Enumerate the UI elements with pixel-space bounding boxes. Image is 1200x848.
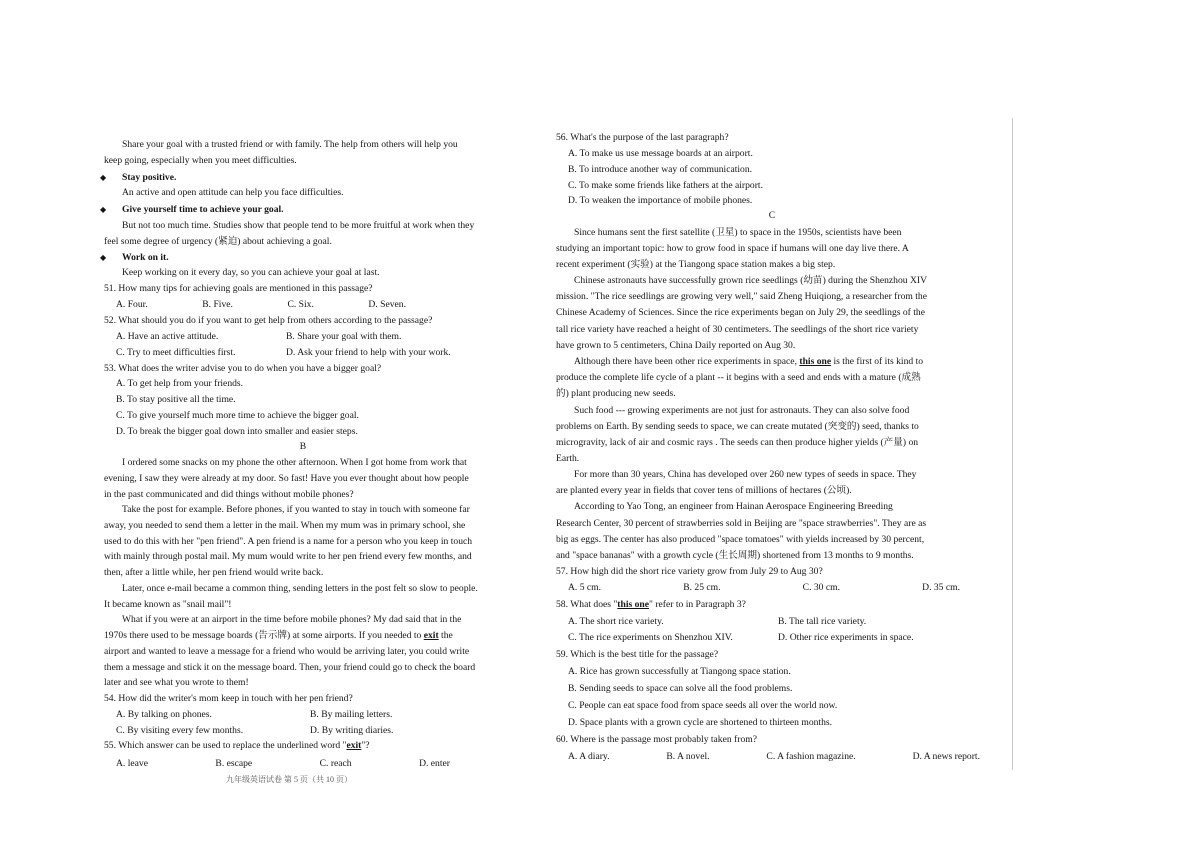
passage-line: Chinese Academy of Sciences. Since the rice experiments began on July 29, the seedlings of the (556, 307, 925, 318)
option[interactable]: B. Sending seeds to space can solve all the food problems. (568, 683, 793, 694)
passage-line: are planted every year in fields that cover tens of millions of hectares (公顷). (556, 485, 852, 496)
option[interactable]: B. To introduce another way of communication. (568, 164, 753, 175)
option[interactable]: A. To get help from your friends. (116, 378, 244, 389)
option[interactable]: C. A fashion magazine. (766, 751, 856, 762)
option[interactable]: C. Try to meet difficulties first. (116, 347, 236, 358)
option[interactable]: D. Ask your friend to help with your work. (286, 347, 451, 358)
option[interactable]: A. By talking on phones. (116, 709, 212, 720)
passage-line: What if you were at an airport in the time before mobile phones? My dad said that in the (122, 614, 462, 625)
section-label: B (299, 441, 307, 452)
option[interactable]: D. Seven. (368, 299, 406, 310)
section-label: C (768, 210, 776, 221)
option[interactable]: B. To stay positive all the time. (116, 394, 236, 405)
passage-line: Although there have been other rice experiments in space, this one is the first of its kind to (574, 356, 924, 367)
option[interactable]: A. Have an active attitude. (116, 331, 219, 342)
option[interactable]: A. To make us use message boards at an airport. (568, 148, 753, 159)
option[interactable]: D. Space plants with a grown cycle are shortened to thirteen months. (568, 717, 833, 728)
option[interactable]: D. By writing diaries. (310, 725, 394, 736)
option-row (116, 297, 416, 313)
option[interactable]: D. 35 cm. (922, 582, 960, 593)
option[interactable]: C. To make some friends like fathers at the airport. (568, 180, 763, 191)
option[interactable]: C. By visiting every few months. (116, 725, 244, 736)
passage-line: evening, I saw they were already at my door. So fast! Have you ever thought about how people (104, 473, 469, 484)
question-stem: 56. What's the purpose of the last paragraph? (556, 132, 729, 143)
passage-line: 1970s there used to be message boards (告示牌) at some airports. If you needed to exit the (104, 630, 453, 641)
passage-line: microgravity, lack of air and cosmic rays . The seeds can then produce higher yields (产量) on (556, 437, 919, 448)
tip-heading: Stay positive. (122, 172, 177, 183)
passage-line: in the past communicated and did things without mobile phones? (104, 489, 354, 500)
option[interactable]: A. The short rice variety. (568, 616, 664, 627)
option[interactable]: C. People can eat space food from space seeds all over the world now. (568, 700, 838, 711)
question-stem: 53. What does the writer advise you to do when you have a bigger goal? (104, 363, 382, 374)
question-stem: 51. How many tips for achieving goals are mentioned in this passage? (104, 283, 373, 294)
option[interactable]: D. enter (419, 758, 450, 769)
passage-line: Research Center, 30 percent of strawberries sold in Beijing are "space strawberries". They are as (556, 518, 927, 529)
passage-line: with mainly through postal mail. My mum would write to her pen friend every few months, and (104, 551, 472, 562)
underlined-word: exit (346, 740, 362, 751)
passage-line: For more than 30 years, China has developed over 260 new types of seeds in space. They (574, 469, 917, 480)
passage-line: Take the post for example. Before phones, if you wanted to stay in touch with someone far (122, 504, 470, 515)
tip-heading: Work on it. (122, 252, 169, 263)
passage-line: Earth. (556, 453, 580, 464)
option[interactable]: B. 25 cm. (683, 582, 721, 593)
option[interactable]: A. 5 cm. (568, 582, 602, 593)
page-footer: 九年级英语试卷 第 5 页（共 10 页） (226, 775, 352, 784)
bullet-icon: ◆ (100, 205, 107, 214)
passage-line: I ordered some snacks on my phone the other afternoon. When I got home from work that (122, 457, 467, 468)
option-row (568, 580, 968, 596)
passage-line: 的) plant producing new seeds. (556, 388, 676, 399)
passage-line: tall rice variety have reached a height of 30 centimeters. The seedlings of the short rice variety (556, 324, 919, 335)
question-stem: 58. What does "this one" refer to in Paragraph 3? (556, 599, 746, 610)
underlined-word: exit (423, 630, 439, 641)
bullet-icon: ◆ (100, 253, 107, 262)
option[interactable]: A. A diary. (568, 751, 610, 762)
underlined-phrase: this one (617, 599, 650, 610)
question-stem: 57. How high did the short rice variety grow from July 29 to Aug 30? (556, 566, 823, 577)
option[interactable]: C. 30 cm. (802, 582, 840, 593)
passage-line: and "space bananas" with a growth cycle (生长周期) shortened from 13 months to 9 months. (556, 550, 914, 561)
passage-line: mission. "The rice seedlings are growing very well," said Zheng Huiqiong, a researcher from the (556, 291, 927, 302)
passage-line: studying an important topic: how to grow food in space if humans will one day live there. A (556, 243, 909, 254)
passage-line: have grown to 5 centimeters, China Daily reported on Aug 30. (556, 340, 796, 351)
scan-edge-line (1012, 118, 1013, 770)
option[interactable]: B. Share your goal with them. (286, 331, 402, 342)
question-stem: 54. How did the writer's mom keep in touch with her pen friend? (104, 693, 353, 704)
option[interactable]: D. To weaken the importance of mobile phones. (568, 195, 753, 206)
option[interactable]: A. Four. (116, 299, 148, 310)
passage-line: airport and wanted to leave a message for a friend who would be arriving later, you could write (104, 646, 470, 657)
question-stem: 60. Where is the passage most probably taken from? (556, 734, 757, 745)
option[interactable]: B. The tall rice variety. (778, 616, 867, 627)
underlined-phrase: this one (799, 356, 832, 367)
tip-body: feel some degree of urgency (紧迫) about achieving a goal. (104, 236, 332, 247)
passage-line: Since humans sent the first satellite (卫星) to space in the 1950s, scientists have been (574, 227, 902, 238)
tip-body: Keep working on it every day, so you can achieve your goal at last. (122, 267, 380, 278)
option[interactable]: A. leave (116, 758, 148, 769)
option[interactable]: B. By mailing letters. (310, 709, 393, 720)
option[interactable]: D. Other rice experiments in space. (778, 632, 914, 643)
option[interactable]: C. Six. (287, 299, 314, 310)
tip-body: An active and open attitude can help you face difficulties. (122, 187, 344, 198)
passage-line: Chinese astronauts have successfully grown rice seedlings (幼苗) during the Shenzhou XIV (574, 275, 928, 286)
option[interactable]: C. The rice experiments on Shenzhou XIV. (568, 632, 733, 643)
passage-line: recent experiment (实验) at the Tiangong space station makes a big step. (556, 259, 836, 270)
passage-line: Later, once e-mail became a common thing, sending letters in the post felt so slow to people. (122, 583, 478, 594)
option[interactable]: D. A news report. (912, 751, 980, 762)
option[interactable]: B. Five. (202, 299, 233, 310)
bullet-icon: ◆ (100, 173, 107, 182)
question-stem: 55. Which answer can be used to replace the underlined word "exit"? (104, 740, 370, 751)
tip-body: But not too much time. Studies show that people tend to be more fruitful at work when they (122, 220, 475, 231)
passage-line: later and see what you wrote to them! (104, 677, 249, 688)
passage-line: then, after a little while, her pen friend would write back. (104, 567, 324, 578)
passage-line: used to do this with her "pen friend". A pen friend is a name for a person who you keep in touch (104, 536, 473, 547)
passage-line: produce the complete life cycle of a plant -- it begins with a seed and ends with a mature (成熟 (556, 372, 921, 383)
option[interactable]: D. To break the bigger goal down into smaller and easier steps. (116, 426, 358, 437)
option-row (116, 756, 456, 772)
passage-line: away, you needed to send them a letter in the mail. When my mum was in primary school, she (104, 520, 466, 531)
intro-line: Share your goal with a trusted friend or with family. The help from others will help you (122, 139, 458, 150)
passage-line: problems on Earth. By sending seeds to space, we can create mutated (突变的) seed, thanks to (556, 421, 919, 432)
option-row (568, 749, 988, 765)
passage-line: It became known as "snail mail"! (104, 599, 232, 610)
passage-line: big as eggs. The center has also produced "space tomatoes" with yields increased by 30 percent, (556, 534, 925, 545)
option[interactable]: B. escape (215, 758, 253, 769)
intro-line: keep going, especially when you meet difficulties. (104, 155, 297, 166)
passage-line: them a message and stick it on the message board. Then, your friend could go to check the board (104, 662, 476, 673)
passage-line: Such food --- growing experiments are not just for astronauts. They can also solve food (574, 405, 910, 416)
option[interactable]: A. Rice has grown successfully at Tiangong space station. (568, 666, 791, 677)
passage-line: According to Yao Tong, an engineer from Hainan Aerospace Engineering Breeding (574, 501, 893, 512)
option[interactable]: C. reach (319, 758, 352, 769)
tip-heading: Give yourself time to achieve your goal. (122, 204, 284, 215)
option[interactable]: C. To give yourself much more time to achieve the bigger goal. (116, 410, 359, 421)
question-stem: 59. Which is the best title for the passage? (556, 649, 719, 660)
question-stem: 52. What should you do if you want to get help from others according to the passage? (104, 315, 433, 326)
option[interactable]: B. A novel. (666, 751, 710, 762)
